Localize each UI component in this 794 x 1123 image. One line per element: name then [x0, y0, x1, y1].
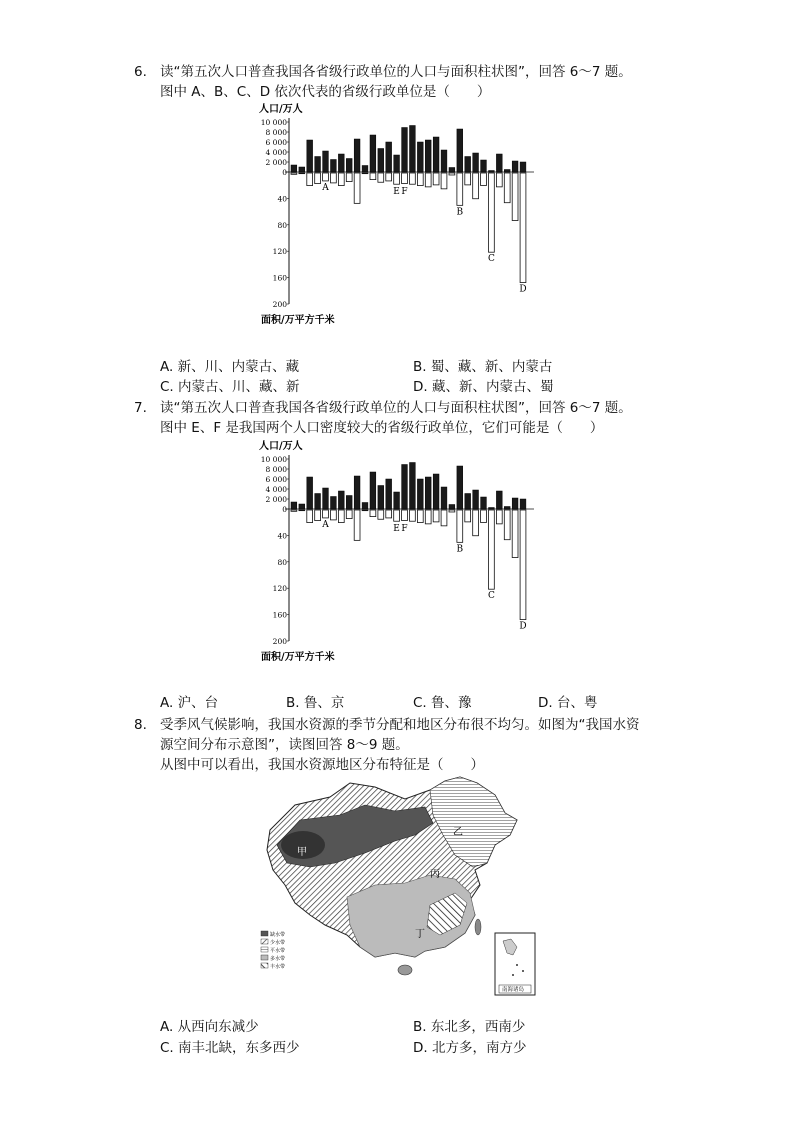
- area-bar: [417, 510, 423, 523]
- population-bar: [512, 161, 518, 172]
- area-bar: [307, 173, 313, 186]
- area-tick-label: 80: [277, 557, 287, 567]
- area-bar: [386, 510, 392, 518]
- population-bar: [354, 139, 360, 172]
- area-bar: [425, 510, 431, 524]
- option-c[interactable]: C. 内蒙古、川、藏、新: [160, 379, 300, 395]
- population-bar: [338, 491, 344, 509]
- pop-tick-label: 2 000: [265, 158, 287, 167]
- population-bar: [331, 497, 337, 510]
- area-bar: [410, 510, 416, 521]
- option-b[interactable]: B. 鲁、京: [286, 695, 345, 711]
- y-axis-label-bottom: 面积/万平方千米: [261, 652, 335, 662]
- option-c[interactable]: C. 南丰北缺，东多西少: [160, 1040, 300, 1056]
- population-bar: [386, 479, 392, 509]
- option-b[interactable]: B. 东北多，西南少: [413, 1019, 526, 1035]
- question-stem: 图中 E、F 是我国两个人口密度较大的省级行政单位，它们可能是（ ）: [160, 420, 604, 436]
- population-bar: [465, 494, 471, 510]
- population-bar: [394, 155, 400, 172]
- population-bar: [457, 466, 463, 509]
- pop-tick-label: 10 000: [260, 455, 287, 464]
- inset-island: [522, 970, 524, 972]
- area-bar: [441, 173, 447, 189]
- province-label-d: D: [519, 621, 527, 632]
- province-label-b: B: [456, 544, 464, 555]
- pop-tick-label: 10 000: [260, 118, 287, 127]
- population-bar: [449, 505, 455, 510]
- area-bar: [433, 510, 439, 522]
- population-bar: [425, 477, 431, 509]
- population-bar: [378, 149, 384, 173]
- option-a[interactable]: A. 从西向东减少: [160, 1019, 259, 1035]
- area-bar: [504, 510, 510, 540]
- population-bar: [449, 168, 455, 173]
- population-bar: [481, 160, 487, 172]
- pop-tick-label: 8 000: [265, 128, 287, 137]
- area-tick-label: 80: [277, 220, 287, 230]
- population-bar: [512, 498, 518, 509]
- option-a[interactable]: A. 新、川、内蒙古、藏: [160, 359, 300, 375]
- area-tick-label: 40: [277, 194, 287, 204]
- area-bar: [449, 173, 455, 175]
- population-bar: [354, 476, 360, 509]
- population-bar: [299, 504, 305, 509]
- area-bar: [457, 510, 463, 542]
- area-bar: [362, 510, 368, 511]
- area-bar: [315, 510, 321, 521]
- population-bar: [378, 486, 384, 510]
- area-bar: [338, 510, 344, 523]
- population-bar: [346, 159, 352, 173]
- question-number: 7.: [134, 400, 147, 416]
- label-ding: 丁: [415, 929, 425, 940]
- population-bar: [370, 135, 376, 172]
- pop-tick-label: 6 000: [265, 138, 287, 147]
- area-bar: [520, 510, 526, 620]
- area-bar: [449, 510, 455, 512]
- area-bar: [394, 173, 400, 184]
- area-bar: [346, 510, 352, 519]
- population-bar: [315, 157, 321, 173]
- province-label-a: A: [322, 519, 329, 530]
- area-bar: [465, 510, 471, 522]
- population-bar: [386, 142, 392, 172]
- area-tick-label: 120: [272, 247, 287, 257]
- pop-tick-label: 4 000: [265, 148, 287, 157]
- area-tick-label: 200: [272, 300, 287, 309]
- area-tick-label: 40: [277, 531, 287, 541]
- population-bar: [394, 492, 400, 509]
- area-tick-label: 200: [272, 637, 287, 646]
- area-bar: [402, 173, 408, 184]
- label-jia: 甲: [297, 847, 307, 858]
- population-bar: [489, 508, 495, 510]
- legend-swatch: [261, 963, 268, 968]
- province-label-b: B: [456, 207, 464, 218]
- area-bar: [504, 173, 510, 203]
- population-bar: [315, 494, 321, 510]
- area-bar: [496, 510, 502, 524]
- population-bar: [504, 170, 510, 173]
- question-stem: 读“第五次人口普查我国各省级行政单位的人口与面积柱状图”，回答 6～7 题。: [160, 400, 632, 416]
- population-bar: [441, 487, 447, 509]
- area-bar: [370, 173, 376, 180]
- china-water-resources-map: [255, 775, 545, 999]
- population-bar: [441, 150, 447, 172]
- option-d[interactable]: D. 北方多，南方少: [413, 1040, 527, 1056]
- area-bar: [331, 173, 337, 183]
- pop-tick-label: 8 000: [265, 465, 287, 474]
- area-bar: [520, 173, 526, 283]
- population-bar: [362, 166, 368, 173]
- option-a[interactable]: A. 沪、台: [160, 695, 219, 711]
- area-bar: [378, 173, 384, 182]
- province-label-e: E: [393, 524, 400, 534]
- legend-swatch: [261, 939, 268, 944]
- area-bar: [410, 173, 416, 184]
- area-tick-label: 160: [272, 610, 287, 620]
- option-d[interactable]: D. 藏、新、内蒙古、蜀: [413, 379, 554, 395]
- label-bing: 丙: [430, 869, 440, 880]
- area-bar: [299, 173, 305, 174]
- question-number: 6.: [134, 64, 147, 80]
- province-label-c: C: [487, 254, 495, 265]
- population-bar: [481, 497, 487, 509]
- area-bar: [338, 173, 344, 186]
- population-bar: [410, 126, 416, 173]
- population-bar: [473, 153, 479, 172]
- legend-label: 多水带: [270, 956, 286, 962]
- population-bar: [323, 488, 329, 509]
- taiwan-island: [475, 919, 481, 935]
- population-bar: [433, 474, 439, 509]
- province-label-a: A: [322, 182, 329, 193]
- legend-swatch: [261, 947, 268, 952]
- area-bar: [315, 173, 321, 184]
- area-bar: [378, 510, 384, 519]
- area-bar: [291, 510, 297, 511]
- population-bar: [496, 154, 502, 172]
- population-bar: [489, 171, 495, 173]
- area-bar: [489, 510, 495, 589]
- map-legend: [261, 931, 285, 970]
- area-bar: [354, 173, 360, 203]
- province-label-f: F: [401, 524, 408, 534]
- area-bar: [496, 173, 502, 187]
- option-c[interactable]: C. 鲁、豫: [413, 695, 472, 711]
- inset-island: [512, 974, 514, 976]
- area-bar: [425, 173, 431, 187]
- area-bar: [473, 510, 479, 536]
- option-d[interactable]: D. 台、粤: [538, 695, 598, 711]
- pop-tick-label: 0: [282, 505, 287, 514]
- population-bar: [323, 151, 329, 172]
- population-bar: [402, 128, 408, 173]
- legend-swatch: [261, 931, 268, 936]
- legend-swatch: [261, 955, 268, 960]
- area-bar: [481, 510, 487, 523]
- area-bar: [402, 510, 408, 521]
- population-area-chart: [255, 103, 545, 325]
- area-bar: [299, 510, 305, 511]
- area-bar: [394, 510, 400, 521]
- population-bar: [425, 140, 431, 172]
- area-bar: [457, 173, 463, 205]
- population-bar: [473, 490, 479, 509]
- y-axis-label-top: 人口/万人: [259, 104, 303, 115]
- population-bar: [457, 129, 463, 172]
- area-bar: [512, 510, 518, 558]
- south-china-sea-inset: [495, 933, 535, 995]
- area-bar: [331, 510, 337, 520]
- option-b[interactable]: B. 蜀、藏、新、内蒙古: [413, 359, 553, 375]
- area-bar: [465, 173, 471, 185]
- question-number: 8.: [134, 717, 147, 733]
- area-bar: [370, 510, 376, 517]
- population-bar: [402, 465, 408, 510]
- population-bar: [362, 503, 368, 510]
- population-bar: [307, 140, 313, 172]
- area-bar: [307, 510, 313, 523]
- population-bar: [504, 507, 510, 510]
- label-yi: 乙: [453, 827, 463, 838]
- question-stem: 源空间分布示意图”，读图回答 8～9 题。: [160, 737, 409, 753]
- area-tick-label: 160: [272, 273, 287, 283]
- population-bar: [291, 502, 297, 509]
- y-axis-label-bottom: 面积/万平方千米: [261, 315, 335, 325]
- province-label-d: D: [519, 284, 527, 295]
- area-bar: [481, 173, 487, 186]
- population-bar: [346, 496, 352, 510]
- area-bar: [386, 173, 392, 181]
- area-bar: [354, 510, 360, 540]
- area-bar: [512, 173, 518, 221]
- legend-label: 平水带: [270, 948, 286, 954]
- area-bar: [323, 173, 329, 181]
- province-label-c: C: [487, 591, 495, 602]
- question-stem: 图中 A、B、C、D 依次代表的省级行政单位是（ ）: [160, 84, 491, 100]
- pop-tick-label: 2 000: [265, 495, 287, 504]
- province-label-f: F: [401, 187, 408, 197]
- population-bar: [433, 137, 439, 172]
- pop-tick-label: 0: [282, 168, 287, 177]
- population-bar: [520, 499, 526, 509]
- population-bar: [410, 463, 416, 510]
- legend-label: 缺水带: [270, 932, 286, 938]
- legend-label: 少水带: [270, 940, 286, 946]
- area-tick-label: 120: [272, 584, 287, 594]
- population-bar: [465, 157, 471, 173]
- population-bar: [417, 479, 423, 509]
- pop-tick-label: 4 000: [265, 485, 287, 494]
- population-bar: [291, 165, 297, 172]
- province-label-e: E: [393, 187, 400, 197]
- population-bar: [307, 477, 313, 509]
- area-bar: [291, 173, 297, 174]
- population-bar: [338, 154, 344, 172]
- population-bar: [370, 472, 376, 509]
- inset-island: [516, 964, 518, 966]
- area-bar: [489, 173, 495, 252]
- area-bar: [473, 173, 479, 199]
- inset-label: 南海诸岛: [502, 987, 525, 993]
- pop-tick-label: 6 000: [265, 475, 287, 484]
- area-bar: [323, 510, 329, 518]
- area-bar: [441, 510, 447, 526]
- question-stem: 受季风气候影响，我国水资源的季节分配和地区分布很不均匀。如图为“我国水资: [160, 717, 640, 733]
- population-area-chart: [255, 440, 545, 662]
- area-bar: [362, 173, 368, 174]
- population-bar: [299, 167, 305, 172]
- question-stem: 读“第五次人口普查我国各省级行政单位的人口与面积柱状图”，回答 6～7 题。: [160, 64, 632, 80]
- population-bar: [417, 142, 423, 172]
- population-bar: [520, 162, 526, 172]
- area-bar: [346, 173, 352, 182]
- area-bar: [433, 173, 439, 185]
- area-bar: [417, 173, 423, 186]
- population-bar: [496, 491, 502, 509]
- population-bar: [331, 160, 337, 173]
- legend-label: 丰水带: [270, 964, 286, 970]
- y-axis-label-top: 人口/万人: [259, 441, 303, 452]
- hainan-island: [398, 965, 412, 975]
- question-stem: 从图中可以看出，我国水资源地区分布特征是（ ）: [160, 757, 484, 773]
